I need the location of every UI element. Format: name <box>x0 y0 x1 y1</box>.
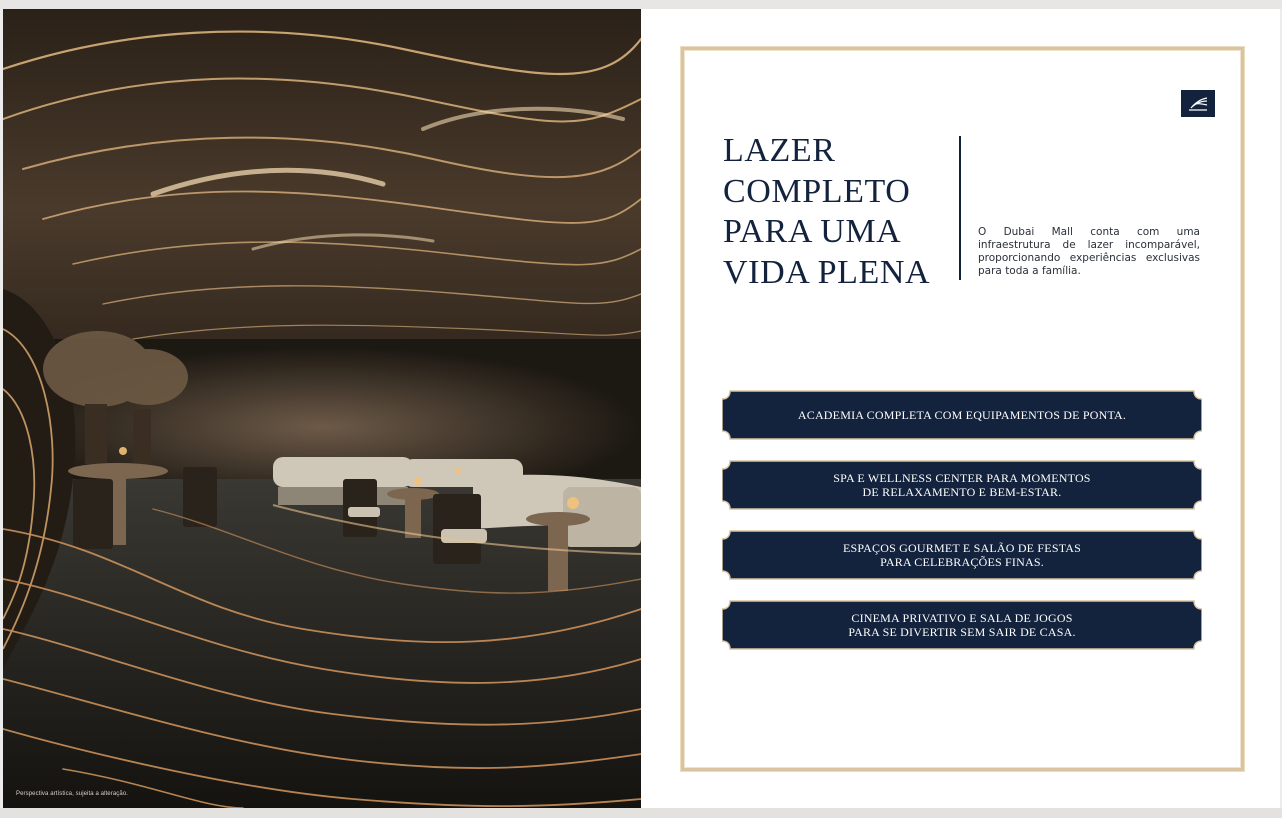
feature-text <box>722 459 1202 511</box>
top-strip <box>0 0 1282 9</box>
feature-line: CINEMA PRIVATIVO E SALA DE JOGOS <box>851 611 1073 625</box>
vertical-divider <box>959 136 961 280</box>
feature-banner <box>722 389 1202 441</box>
intro-paragraph: O Dubai Mall conta com uma infraestrutura de lazer incomparável, proporcionando experiências exclusivas para toda a família. <box>978 226 1200 277</box>
feature-text <box>722 529 1202 581</box>
feature-banner <box>722 529 1202 581</box>
feature-banner <box>722 459 1202 511</box>
page-headline <box>723 131 963 293</box>
feature-line: PARA SE DIVERTIR SEM SAIR DE CASA. <box>848 625 1076 639</box>
feature-banner <box>722 599 1202 651</box>
feature-line: SPA E WELLNESS CENTER PARA MOMENTOS <box>833 471 1091 485</box>
sail-logo-icon <box>1181 90 1215 117</box>
feature-line: ACADEMIA COMPLETA COM EQUIPAMENTOS DE PONTA. <box>797 408 1127 422</box>
photo-disclaimer: Perspectiva artística, sujeita a alteração. <box>16 791 129 797</box>
brochure-spread <box>3 9 1280 808</box>
headline-line: LAZER <box>723 132 836 169</box>
feature-list <box>722 389 1202 654</box>
feature-line: ESPAÇOS GOURMET E SALÃO DE FESTAS <box>842 541 1082 555</box>
feature-text <box>722 599 1202 651</box>
headline-line: COMPLETO <box>723 172 911 210</box>
content-page <box>641 9 1280 808</box>
feature-line: DE RELAXAMENTO E BEM-ESTAR. <box>862 485 1062 499</box>
feature-text <box>722 389 1202 441</box>
bottom-strip <box>0 808 1282 818</box>
feature-line: PARA CELEBRAÇÕES FINAS. <box>880 555 1044 569</box>
headline-line: VIDA PLENA <box>723 253 931 291</box>
lounge-photo <box>3 9 641 808</box>
headline-line: PARA UMA <box>723 213 902 250</box>
lounge-illustration <box>3 9 641 808</box>
